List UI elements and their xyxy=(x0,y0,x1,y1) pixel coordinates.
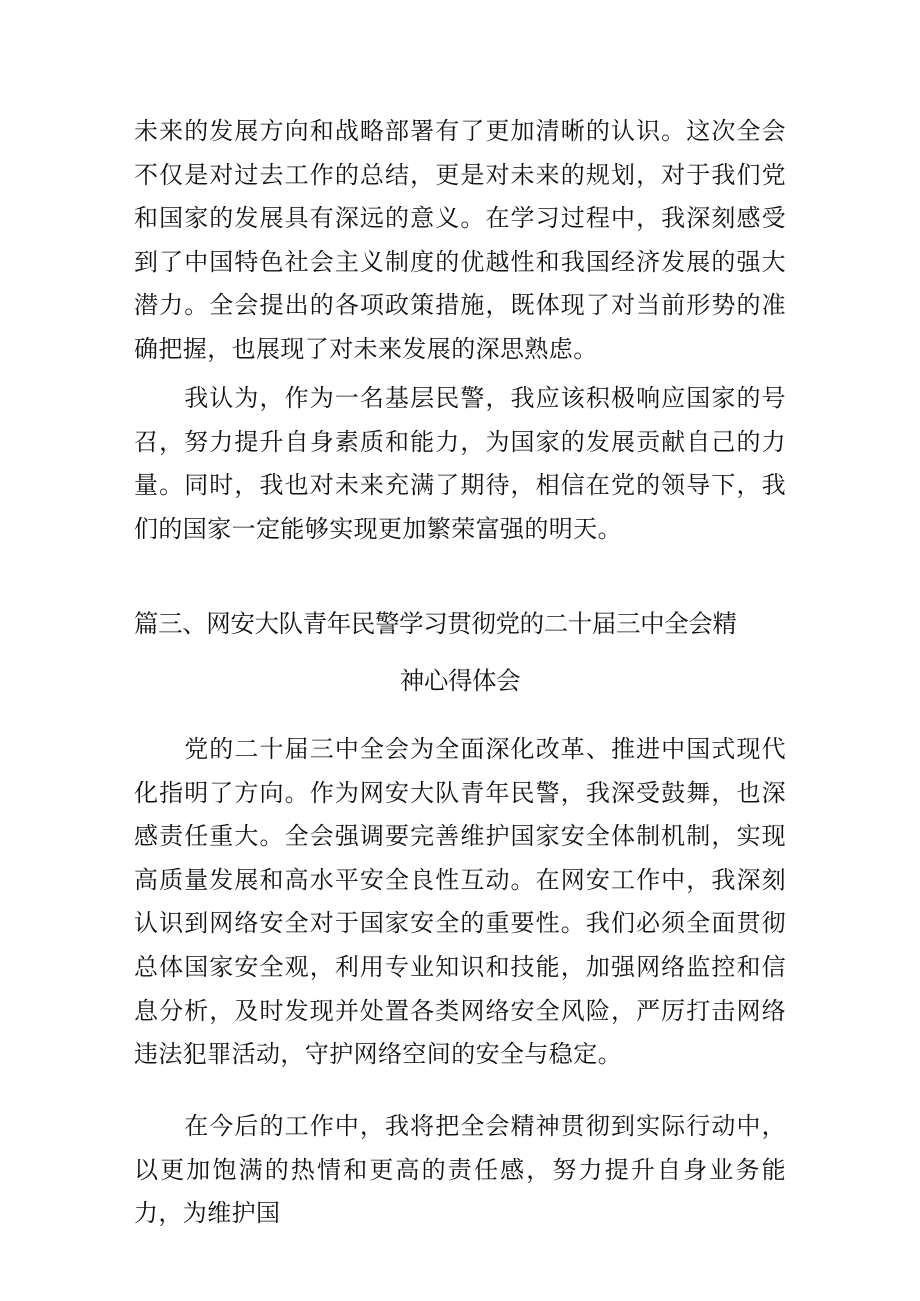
section-heading-line2: 神心得体会 xyxy=(399,666,521,695)
paragraph-intro: 党的二十届三中全会为全面深化改革、推进中国式现代化指明了方向。作为网安大队青年民警，我深受鼓舞，也深感责任重大。全会强调要完善维护国家安全体制机制，实现高质量发展和高水平安全良性互动。在网安工作中，我深刻认识到网络安全对于国家安全的重要性。我们必须全面贯彻总体国家安全观，利用专业知识和技能，加强网络监控和信息分析，及时发现并处置各类网络安全风险，严厉打击网络违法犯罪活动，守护网络空间的安全与稳定。 xyxy=(134,735,786,1069)
paragraph-continued: 未来的发展方向和战略部署有了更加清晰的认识。这次全会不仅是对过去工作的总结，更是对未来的规划，对于我们党和国家的发展具有深远的意义。在学习过程中，我深刻感受到了中国特色社会主义制度的优越性和我国经济发展的强大潜力。全会提出的各项政策措施，既体现了对当前形势的准确把握，也展现了对未来发展的深思熟虑。 xyxy=(134,117,786,363)
paragraph-commitment: 在今后的工作中，我将把全会精神贯彻到实际行动中，以更加饱满的热情和更高的责任感，努力提升自身业务能力，为维护国 xyxy=(134,1112,786,1228)
section-heading-line1: 篇三、网安大队青年民警学习贯彻党的二十届三中全会精 xyxy=(134,609,737,638)
paragraph-opinion: 我认为，作为一名基层民警，我应该积极响应国家的号召，努力提升自身素质和能力，为国家的发展贡献自己的力量。同时，我也对未来充满了期待，相信在党的领导下，我们的国家一定能够实现更加繁荣富强的明天。 xyxy=(134,384,786,543)
section-heading xyxy=(134,595,786,709)
